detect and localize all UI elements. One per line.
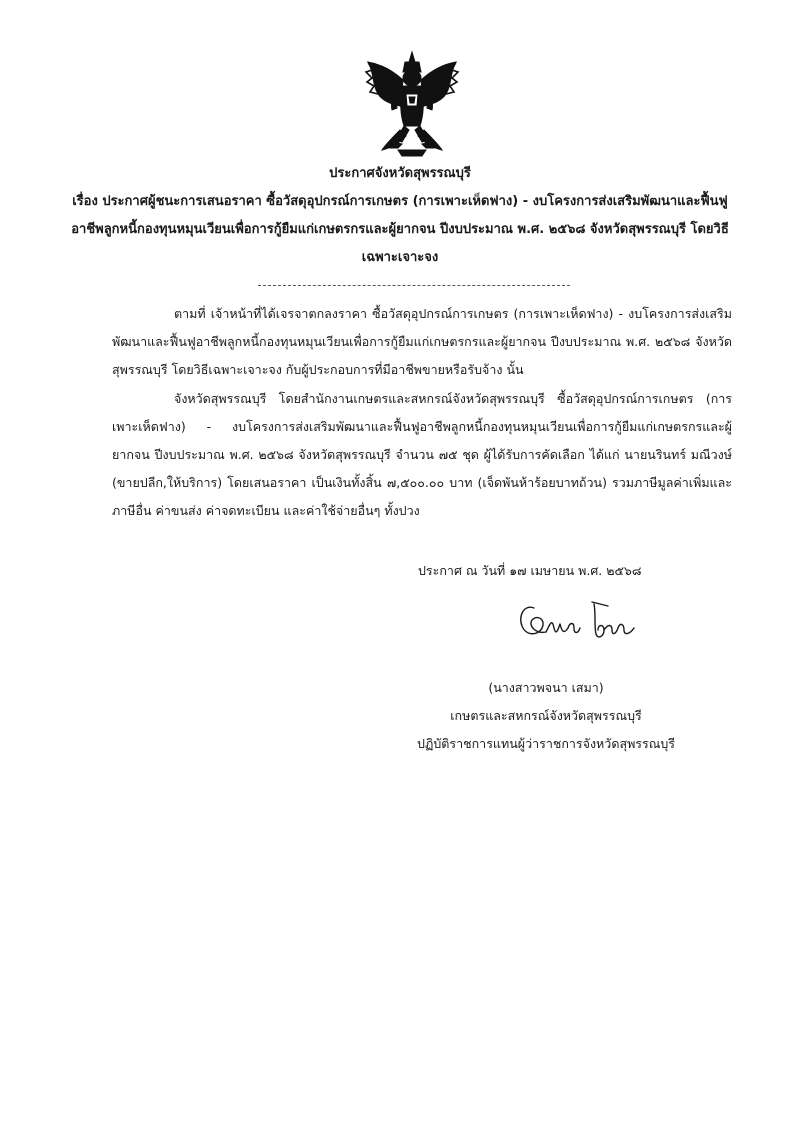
announcement-subject: เรื่อง ประกาศผู้ชนะการเสนอราคา ซื้อวัสดุอุปกรณ์การเกษตร (การเพาะเห็ดฟาง) - งบโครงการส่งเสริมพัฒนาและฟื้นฟูอาชีพลูกหนี้กองทุนหมุนเวียนเพื่อการกู้ยืมแก่เกษตรกรและผู้ยากจน ปีงบประมาณ พ.ศ. ๒๕๖๘ จังหวัดสุพรรณบุรี โดยวิธีเฉพาะเจาะจง [71, 194, 729, 265]
body-paragraph-1: ตามที่ เจ้าหน้าที่ได้เจรจาตกลงราคา ซื้อวัสดุอุปกรณ์การเกษตร (การเพาะเห็ดฟาง) - งบโครงการส่งเสริมพัฒนาและฟื้นฟูอาชีพลูกหนี้กองทุนหมุนเวียนเพื่อการกู้ยืมแก่เกษตรกรและผู้ยากจน ปีงบประมาณ พ.ศ. ๒๕๖๘ จังหวัดสุพรรณบุรี โดยวิธีเฉพาะเจาะจง กับผู้ประกอบการที่มีอาชีพขายหรือรับจ้าง นั้น [112, 306, 732, 377]
signatory-name: (นางสาวพจนา เสมา) [488, 680, 604, 695]
announcement-date: ประกาศ ณ วันที่ ๑๗ เมษายน พ.ศ. ๒๕๖๘ [418, 563, 642, 578]
dashed-divider [258, 285, 570, 286]
body-paragraph-2: จังหวัดสุพรรณบุรี โดยสำนักงานเกษตรและสหกรณ์จังหวัดสุพรรณบุรี ซื้อวัสดุอุปกรณ์การเกษตร (การเพาะเห็ดฟาง) - งบโครงการส่งเสริมพัฒนาและฟื้นฟูอาชีพลูกหนี้กองทุนหมุนเวียนเพื่อการกู้ยืมแก่เกษตรกรและผู้ยากจน ปีงบประมาณ พ.ศ. ๒๕๖๘ จังหวัดสุพรรณบุรี จำนวน ๗๕ ชุด ผู้ได้รับการคัดเลือก ได้แก่ นายนรินทร์ มณีวงษ์ (ขายปลีก,ให้บริการ) โดยเสนอราคา เป็นเงินทั้งสิ้น ๗,๕๐๐.๐๐ บาท (เจ็ดพันห้าร้อยบาทถ้วน) รวมภาษีมูลค่าเพิ่มและภาษีอื่น ค่าขนส่ง ค่าจดทะเบียน และค่าใช้จ่ายอื่นๆ ทั้งปวง [112, 391, 732, 518]
signatory-block [400, 674, 692, 758]
signature-image [512, 594, 640, 648]
garuda-emblem-icon [362, 50, 462, 158]
announcement-title: ประกาศจังหวัดสุพรรณบุรี [329, 166, 471, 181]
signatory-position: เกษตรและสหกรณ์จังหวัดสุพรรณบุรี [450, 708, 642, 723]
signatory-acting-for: ปฏิบัติราชการแทนผู้ว่าราชการจังหวัดสุพรรณบุรี [417, 736, 675, 751]
